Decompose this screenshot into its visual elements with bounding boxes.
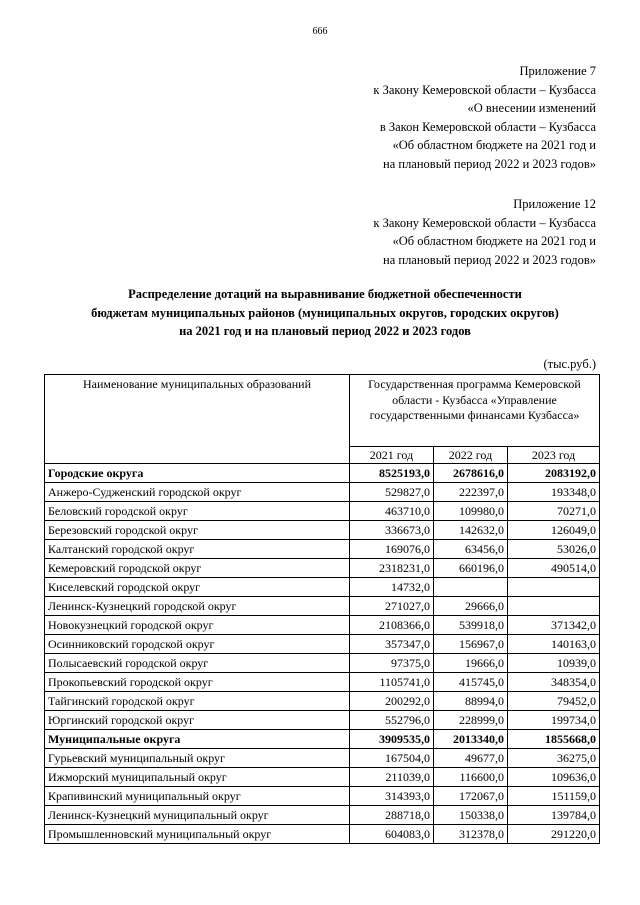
value-2021-cell: 336673,0: [350, 521, 434, 540]
value-2021-cell: 2318231,0: [350, 559, 434, 578]
value-2022-cell: 415745,0: [434, 673, 508, 692]
appendix-7-line: «О внесении изменений: [467, 101, 596, 116]
table-row: [45, 787, 600, 806]
program-column-header: Государственная программа Кемеровской области - Кузбасса «Управление государственными финансами Кузбасса»: [350, 375, 600, 447]
value-2021-cell: 211039,0: [350, 768, 434, 787]
municipality-name-cell: Прокопьевский городской округ: [45, 673, 350, 692]
table-row: [45, 806, 600, 825]
appendix-7-line: к Закону Кемеровской области – Кузбасса: [373, 82, 596, 97]
value-2021-cell: 271027,0: [350, 597, 434, 616]
value-2023-cell: 371342,0: [508, 616, 600, 635]
value-2023-cell: 126049,0: [508, 521, 600, 540]
municipality-name-cell: Полысаевский городской округ: [45, 654, 350, 673]
value-2023-cell: 139784,0: [508, 806, 600, 825]
municipality-name-cell: Киселевский городской округ: [45, 578, 350, 597]
municipality-name-cell: Промышленновский муниципальный округ: [45, 825, 350, 844]
value-2021-cell: 97375,0: [350, 654, 434, 673]
table-row: [45, 540, 600, 559]
table-row: [45, 597, 600, 616]
value-2022-cell: 172067,0: [434, 787, 508, 806]
value-2021-cell: 169076,0: [350, 540, 434, 559]
appendix-7-line: Приложение 7: [519, 64, 596, 78]
value-2021-cell: 2108366,0: [350, 616, 434, 635]
municipality-name-cell: Беловский городской округ: [45, 502, 350, 521]
municipality-column-header: Наименование муниципальных образований: [45, 375, 350, 464]
municipality-name-cell: Городские округа: [45, 464, 350, 483]
value-2022-cell: 19666,0: [434, 654, 508, 673]
municipality-name-cell: Юргинский городской округ: [45, 711, 350, 730]
table-row: [45, 673, 600, 692]
table-body: [45, 464, 600, 844]
value-2021-cell: 200292,0: [350, 692, 434, 711]
value-2021-cell: 3909535,0: [350, 730, 434, 749]
value-2023-cell: [508, 597, 600, 616]
year-header: 2023 год: [508, 447, 600, 464]
value-2021-cell: 14732,0: [350, 578, 434, 597]
table-group-row: [45, 730, 600, 749]
municipality-name-cell: Анжеро-Судженский городской округ: [45, 483, 350, 502]
table-row: [45, 616, 600, 635]
value-2023-cell: 70271,0: [508, 502, 600, 521]
document-title-line: Распределение дотаций на выравнивание бюджетной обеспеченности: [128, 287, 522, 301]
value-2022-cell: 49677,0: [434, 749, 508, 768]
municipality-name-cell: Муниципальные округа: [45, 730, 350, 749]
table-row: [45, 483, 600, 502]
appendix-7-header: [373, 62, 596, 174]
value-2021-cell: 1105741,0: [350, 673, 434, 692]
table-row: [45, 578, 600, 597]
value-2022-cell: 142632,0: [434, 521, 508, 540]
table-row: [45, 711, 600, 730]
value-2021-cell: 8525193,0: [350, 464, 434, 483]
value-2023-cell: 36275,0: [508, 749, 600, 768]
value-2023-cell: [508, 578, 600, 597]
page-number: 666: [312, 26, 328, 37]
value-2022-cell: 2678616,0: [434, 464, 508, 483]
value-2023-cell: 291220,0: [508, 825, 600, 844]
appendix-7-line: на плановый период 2022 и 2023 годов»: [383, 156, 596, 171]
value-2021-cell: 167504,0: [350, 749, 434, 768]
value-2022-cell: 660196,0: [434, 559, 508, 578]
value-2023-cell: 109636,0: [508, 768, 600, 787]
value-2022-cell: [434, 578, 508, 597]
appendix-7-line: «Об областном бюджете на 2021 год и: [392, 138, 596, 153]
municipality-name-cell: Тайгинский городской округ: [45, 692, 350, 711]
value-2023-cell: 53026,0: [508, 540, 600, 559]
value-2022-cell: 156967,0: [434, 635, 508, 654]
appendix-12-line: «Об областном бюджете на 2021 год и: [392, 234, 596, 249]
document-title: [30, 285, 620, 341]
appendix-12-line: на плановый период 2022 и 2023 годов»: [383, 252, 596, 267]
value-2023-cell: 348354,0: [508, 673, 600, 692]
value-2023-cell: 2083192,0: [508, 464, 600, 483]
value-2023-cell: 79452,0: [508, 692, 600, 711]
value-2022-cell: 116600,0: [434, 768, 508, 787]
table-row: [45, 654, 600, 673]
municipality-name-cell: Калтанский городской округ: [45, 540, 350, 559]
table-row: [45, 502, 600, 521]
value-2021-cell: 552796,0: [350, 711, 434, 730]
value-2021-cell: 529827,0: [350, 483, 434, 502]
value-2022-cell: 312378,0: [434, 825, 508, 844]
value-2022-cell: 228999,0: [434, 711, 508, 730]
value-2023-cell: 151159,0: [508, 787, 600, 806]
value-2023-cell: 140163,0: [508, 635, 600, 654]
value-2021-cell: 288718,0: [350, 806, 434, 825]
value-2022-cell: 63456,0: [434, 540, 508, 559]
table-group-row: [45, 464, 600, 483]
appendix-12-line: к Закону Кемеровской области – Кузбасса: [373, 215, 596, 230]
subsidy-table: [44, 374, 600, 844]
value-2022-cell: 222397,0: [434, 483, 508, 502]
value-2023-cell: 1855668,0: [508, 730, 600, 749]
municipality-name-cell: Ижморский муниципальный округ: [45, 768, 350, 787]
value-2021-cell: 357347,0: [350, 635, 434, 654]
year-header: 2022 год: [434, 447, 508, 464]
value-2021-cell: 463710,0: [350, 502, 434, 521]
document-title-line: бюджетам муниципальных районов (муниципальных округов, городских округов): [91, 305, 559, 320]
table-row: [45, 749, 600, 768]
municipality-name-cell: Ленинск-Кузнецкий муниципальный округ: [45, 806, 350, 825]
municipality-name-cell: Кемеровский городской округ: [45, 559, 350, 578]
value-2022-cell: 539918,0: [434, 616, 508, 635]
value-2022-cell: 150338,0: [434, 806, 508, 825]
value-2022-cell: 2013340,0: [434, 730, 508, 749]
municipality-name-cell: Новокузнецкий городской округ: [45, 616, 350, 635]
value-2022-cell: 29666,0: [434, 597, 508, 616]
municipality-name-cell: Березовский городской округ: [45, 521, 350, 540]
table-row: [45, 521, 600, 540]
table-row: [45, 635, 600, 654]
municipality-name-cell: Гурьевский муниципальный округ: [45, 749, 350, 768]
municipality-name-cell: Осинниковский городской округ: [45, 635, 350, 654]
municipality-name-cell: Крапивинский муниципальный округ: [45, 787, 350, 806]
municipality-name-cell: Ленинск-Кузнецкий городской округ: [45, 597, 350, 616]
table-row: [45, 692, 600, 711]
value-2021-cell: 314393,0: [350, 787, 434, 806]
appendix-12-header: [373, 195, 596, 269]
appendix-7-line: в Закон Кемеровской области – Кузбасса: [379, 119, 596, 134]
value-2023-cell: 199734,0: [508, 711, 600, 730]
value-2023-cell: 490514,0: [508, 559, 600, 578]
value-2023-cell: 10939,0: [508, 654, 600, 673]
table-row: [45, 825, 600, 844]
value-2022-cell: 88994,0: [434, 692, 508, 711]
appendix-12-line: Приложение 12: [513, 197, 596, 211]
table-row: [45, 559, 600, 578]
value-2023-cell: 193348,0: [508, 483, 600, 502]
value-2022-cell: 109980,0: [434, 502, 508, 521]
unit-label: (тыс.руб.): [543, 357, 596, 371]
document-title-line: на 2021 год и на плановый период 2022 и 2023 годов: [179, 324, 471, 338]
year-header: 2021 год: [350, 447, 434, 464]
table-row: [45, 768, 600, 787]
value-2021-cell: 604083,0: [350, 825, 434, 844]
